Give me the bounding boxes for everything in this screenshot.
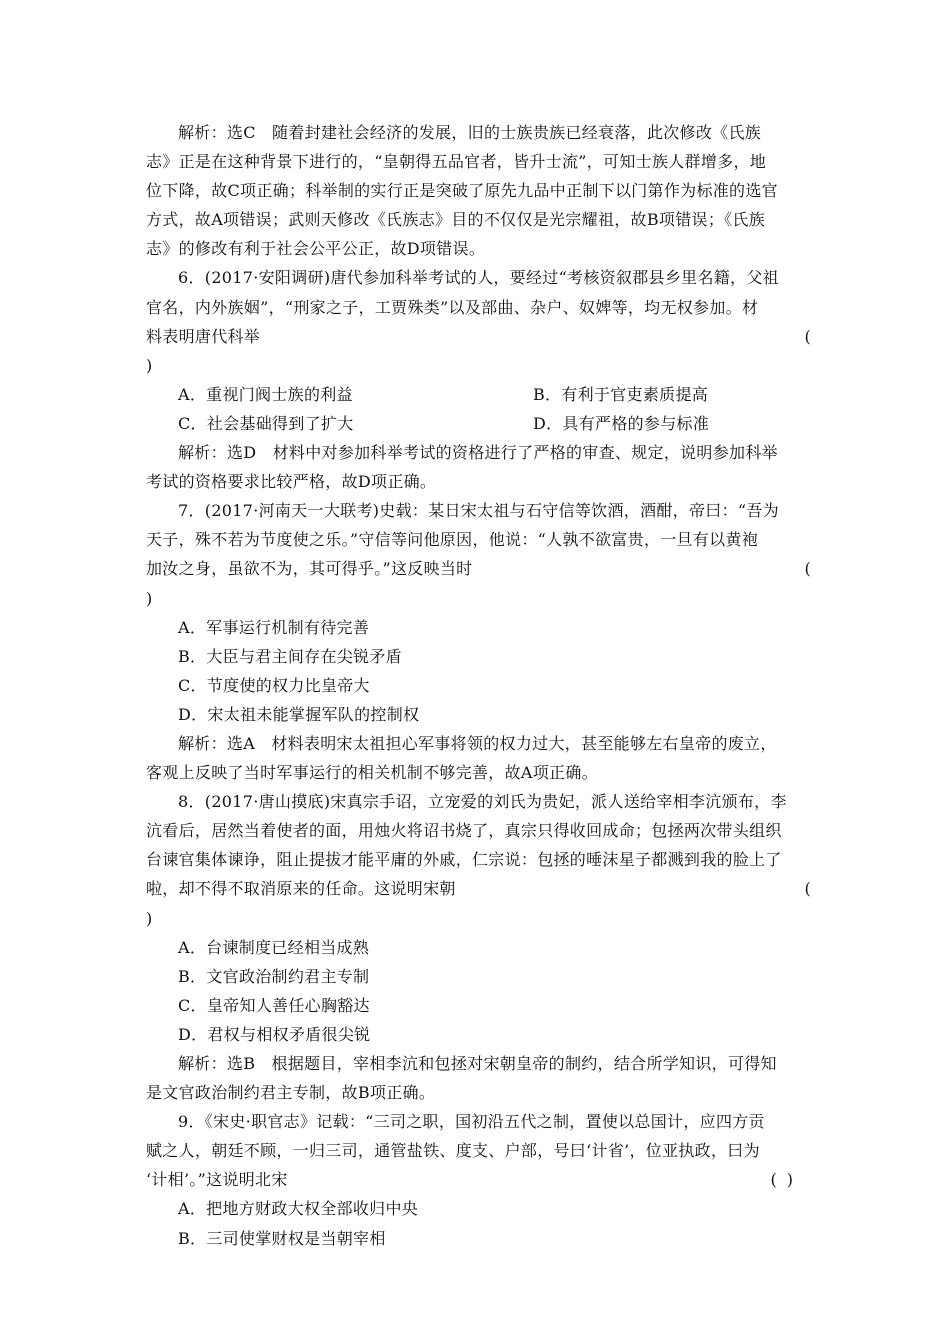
option-a: A．军事运行机制有待完善 bbox=[178, 617, 370, 637]
question-6-options-row-1 bbox=[146, 380, 811, 409]
option-d: D．具有严格的参与标准 bbox=[533, 413, 710, 433]
answer-bracket-open: ( bbox=[804, 559, 811, 579]
question-6-line-1: 6．(2017·安阳调研)唐代参加科举考试的人，要经过“考核资叙郡县乡里名籍，父祖 bbox=[178, 268, 779, 288]
answer-bracket-close: ) bbox=[146, 355, 153, 375]
option-d: D．君权与相权矛盾很尖锐 bbox=[178, 1024, 371, 1044]
analysis-7-line-1: 解析：选A 材料表明宋太祖担心军事将领的权力过大，甚至能够左右皇帝的废立， bbox=[178, 733, 777, 753]
analysis-5-line-4: 方式，故A项错误；武则天修改《氏族志》目的不仅仅是光宗耀祖，故B项错误；《氏族 bbox=[146, 210, 766, 230]
question-7-line-2: 天子，殊不若为节度使之乐。”守信等问他原因，他说：“人孰不欲富贵，一旦有以黄袍 bbox=[146, 530, 759, 550]
question-8-stem-end: 啦，却不得不取消原来的任命。这说明宋朝 bbox=[146, 879, 456, 899]
question-7-line-1: 7．(2017·河南天一大联考)史载：某日宋太祖与石守信等饮酒，酒酣，帝曰：“吾为 bbox=[178, 501, 779, 521]
question-7-line-3 bbox=[146, 554, 811, 583]
option-a: A．台谏制度已经相当成熟 bbox=[178, 937, 370, 957]
option-d: D．宋太祖未能掌握军队的控制权 bbox=[178, 704, 420, 724]
answer-bracket-close: ) bbox=[146, 908, 153, 928]
question-9-line-1: 9．《宋史·职官志》记载：“三司之职，国初沿五代之制，置使以总国计，应四方贡 bbox=[178, 1112, 765, 1132]
answer-bracket-close: ) bbox=[146, 588, 153, 608]
document-body bbox=[146, 118, 811, 1253]
analysis-8-line-1: 解析：选B 根据题目，宰相李沆和包拯对宋朝皇帝的制约，结合所学知识，可得知 bbox=[178, 1054, 777, 1073]
analysis-5-line-1: 解析：选C 随着封建社会经济的发展，旧的士族贵族已经衰落，此次修改《氏族 bbox=[178, 123, 762, 142]
question-8-line-1: 8．(2017·唐山摸底)宋真宗手诏，立宠爱的刘氏为贵妃，派人送给宰相李沆颁布，李 bbox=[178, 792, 787, 812]
option-b: B．有利于官吏素质提高 bbox=[533, 384, 709, 404]
analysis-6-line-1: 解析：选D 材料中对参加科举考试的资格进行了严格的审查、规定，说明参加科举 bbox=[178, 443, 778, 463]
question-9-line-3 bbox=[146, 1165, 811, 1194]
analysis-5-line-3: 位下降，故C项正确；科举制的实行正是突破了原先九品中正制下以门第作为标准的选官 bbox=[146, 181, 778, 201]
question-8-line-2: 沆看后，居然当着使者的面，用烛火将诏书烧了，真宗只得收回成命；包拯两次带头组织 bbox=[146, 821, 782, 841]
option-c: C．社会基础得到了扩大 bbox=[178, 413, 354, 433]
option-c: C．皇帝知人善任心胸豁达 bbox=[178, 995, 370, 1015]
question-8-line-3: 台谏官集体谏诤，阻止提拔才能平庸的外戚，仁宗说：包拯的唾沫星子都溅到我的脸上了 bbox=[146, 850, 782, 870]
option-a: A．重视门阀士族的利益 bbox=[178, 384, 353, 404]
answer-bracket-open: ( bbox=[804, 879, 811, 899]
analysis-6-line-2: 考试的资格要求比较严格，故D项正确。 bbox=[146, 472, 437, 492]
question-6-options-row-2 bbox=[146, 409, 811, 438]
question-6-line-3 bbox=[146, 322, 811, 351]
question-9-line-2: 赋之人，朝廷不顾，一归三司，通管盐铁、度支、户部，号曰‘计省’，位亚执政，曰为 bbox=[146, 1141, 760, 1161]
question-8-line-4 bbox=[146, 874, 811, 903]
question-6-stem-end: 料表明唐代科举 bbox=[146, 326, 261, 346]
analysis-5-line-2: 志》正是在这种背景下进行的，“皇朝得五品官者，皆升士流”，可知士族人群增多，地 bbox=[146, 152, 767, 172]
option-b: B．三司使掌财权是当朝宰相 bbox=[178, 1228, 386, 1248]
question-6-line-2: 官名，内外族姻”，“刑家之子，工贾殊类”以及部曲、杂户、奴婢等，均无权参加。材 bbox=[146, 297, 759, 317]
option-a: A．把地方财政大权全部收归中央 bbox=[178, 1199, 419, 1219]
question-7-stem-end: 加汝之身，虽欲不为，其可得乎。”这反映当时 bbox=[146, 559, 473, 579]
option-c: C．节度使的权力比皇帝大 bbox=[178, 675, 370, 695]
question-9-stem-end: ‘计相’。”这说明北宋 bbox=[146, 1170, 288, 1190]
option-b: B．大臣与君主间存在尖锐矛盾 bbox=[178, 646, 402, 666]
answer-bracket-open: ( bbox=[804, 326, 811, 346]
analysis-8-line-2: 是文官政治制约君主专制，故B项正确。 bbox=[146, 1083, 436, 1103]
answer-bracket: () bbox=[770, 1170, 803, 1190]
analysis-5-line-5: 志》的修改有利于社会公平公正，故D项错误。 bbox=[146, 239, 486, 259]
option-b: B．文官政治制约君主专制 bbox=[178, 966, 370, 986]
analysis-7-line-2: 客观上反映了当时军事运行的相关机制不够完善，故A项正确。 bbox=[146, 763, 598, 783]
